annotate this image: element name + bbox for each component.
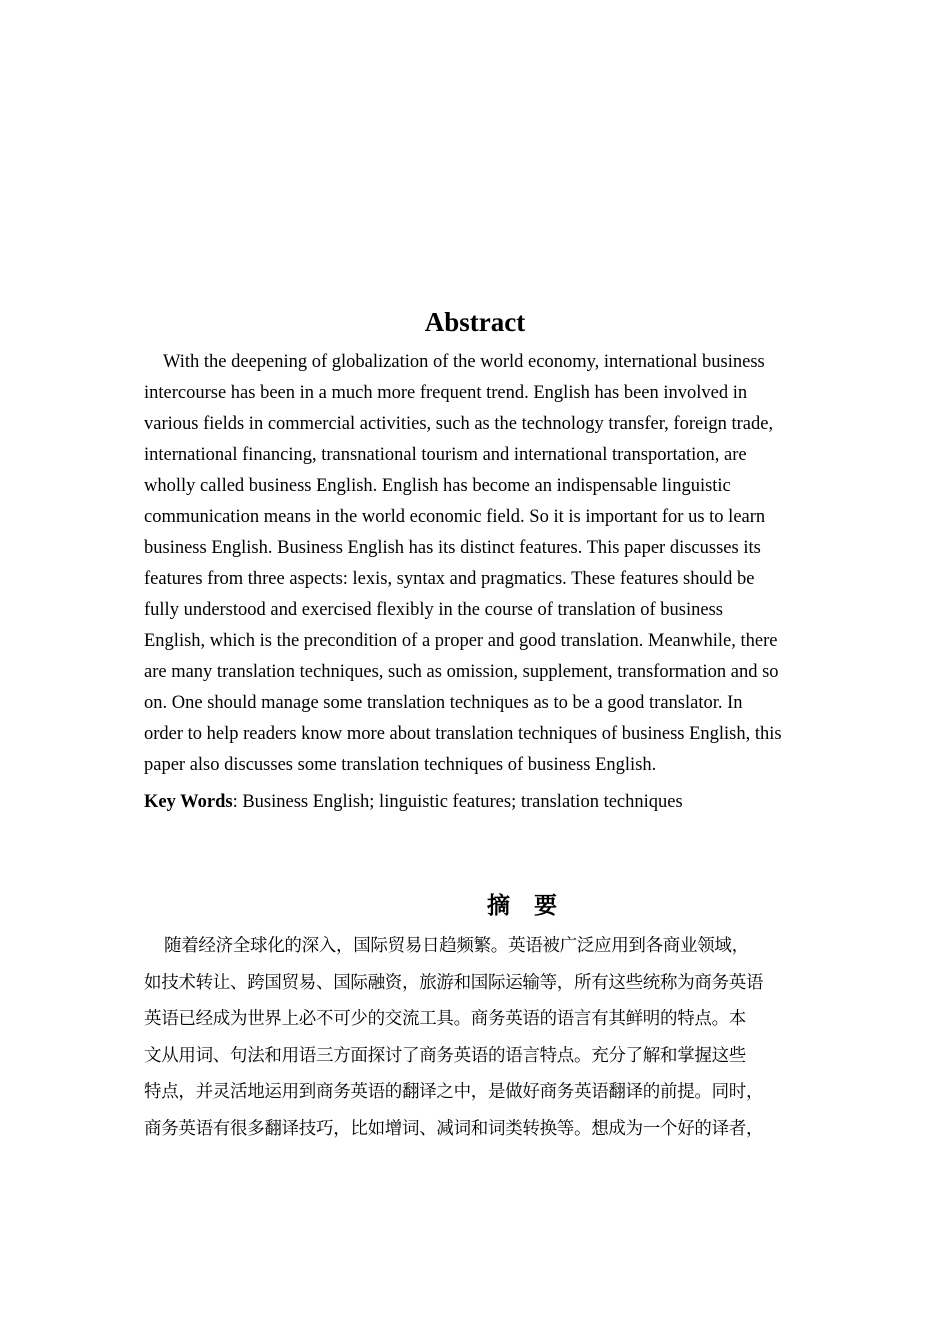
chinese-abstract-line: 随着经济全球化的深入，国际贸易日趋频繁。英语被广泛应用到各商业领域，	[164, 936, 749, 956]
abstract-line: various fields in commercial activities, such as the technology transfer, foreign trade,	[144, 414, 774, 434]
keywords-label: Key Words	[144, 792, 233, 812]
abstract-line: wholly called business English. English has become an indispensable linguistic	[144, 476, 731, 496]
keywords	[144, 787, 808, 818]
chinese-abstract-title: 摘 要	[486, 893, 565, 919]
abstract-title: Abstract	[424, 307, 526, 337]
chinese-abstract-line: 英语已经成为世界上必不可少的交流工具。商务英语的语言有其鲜明的特点。本	[144, 1009, 746, 1029]
abstract-line: business English. Business English has its distinct features. This paper discusses its	[144, 538, 761, 558]
chinese-abstract-line: 文从用词、句法和用语三方面探讨了商务英语的语言特点。充分了解和掌握这些	[144, 1045, 746, 1066]
chinese-abstract-body	[144, 928, 808, 1147]
chinese-abstract-line: 特点，并灵活地运用到商务英语的翻译之中，是做好商务英语翻译的前提。同时，	[144, 1082, 764, 1102]
abstract-line: paper also discusses some translation techniques of business English.	[144, 755, 657, 775]
abstract-line: communication means in the world economic field. So it is important for us to learn	[144, 507, 766, 527]
abstract-line: are many translation techniques, such as omission, supplement, transformation and so	[144, 662, 779, 682]
chinese-abstract-line: 商务英语有很多翻译技巧，比如增词、减词和词类转换等。想成为一个好的译者，	[144, 1118, 764, 1139]
abstract-body	[144, 347, 808, 781]
chinese-abstract-line: 如技术转让、跨国贸易、国际融资，旅游和国际运输等，所有这些统称为商务英语	[144, 972, 764, 993]
abstract-line: international financing, transnational tourism and international transportation, are	[144, 445, 747, 465]
abstract-line: intercourse has been in a much more frequent trend. English has been involved in	[144, 383, 748, 403]
abstract-line: With the deepening of globalization of the world economy, international business	[163, 352, 765, 372]
abstract-line: on. One should manage some translation techniques as to be a good translator. In	[144, 693, 743, 713]
keywords-text: : Business English; linguistic features; translation techniques	[232, 792, 683, 812]
abstract-line: order to help readers know more about translation techniques of business English, this	[144, 724, 782, 744]
abstract-line: features from three aspects: lexis, syntax and pragmatics. These features should be	[144, 569, 755, 589]
abstract-line: fully understood and exercised flexibly in the course of translation of business	[144, 600, 724, 620]
abstract-line: English, which is the precondition of a proper and good translation. Meanwhile, there	[144, 631, 778, 651]
